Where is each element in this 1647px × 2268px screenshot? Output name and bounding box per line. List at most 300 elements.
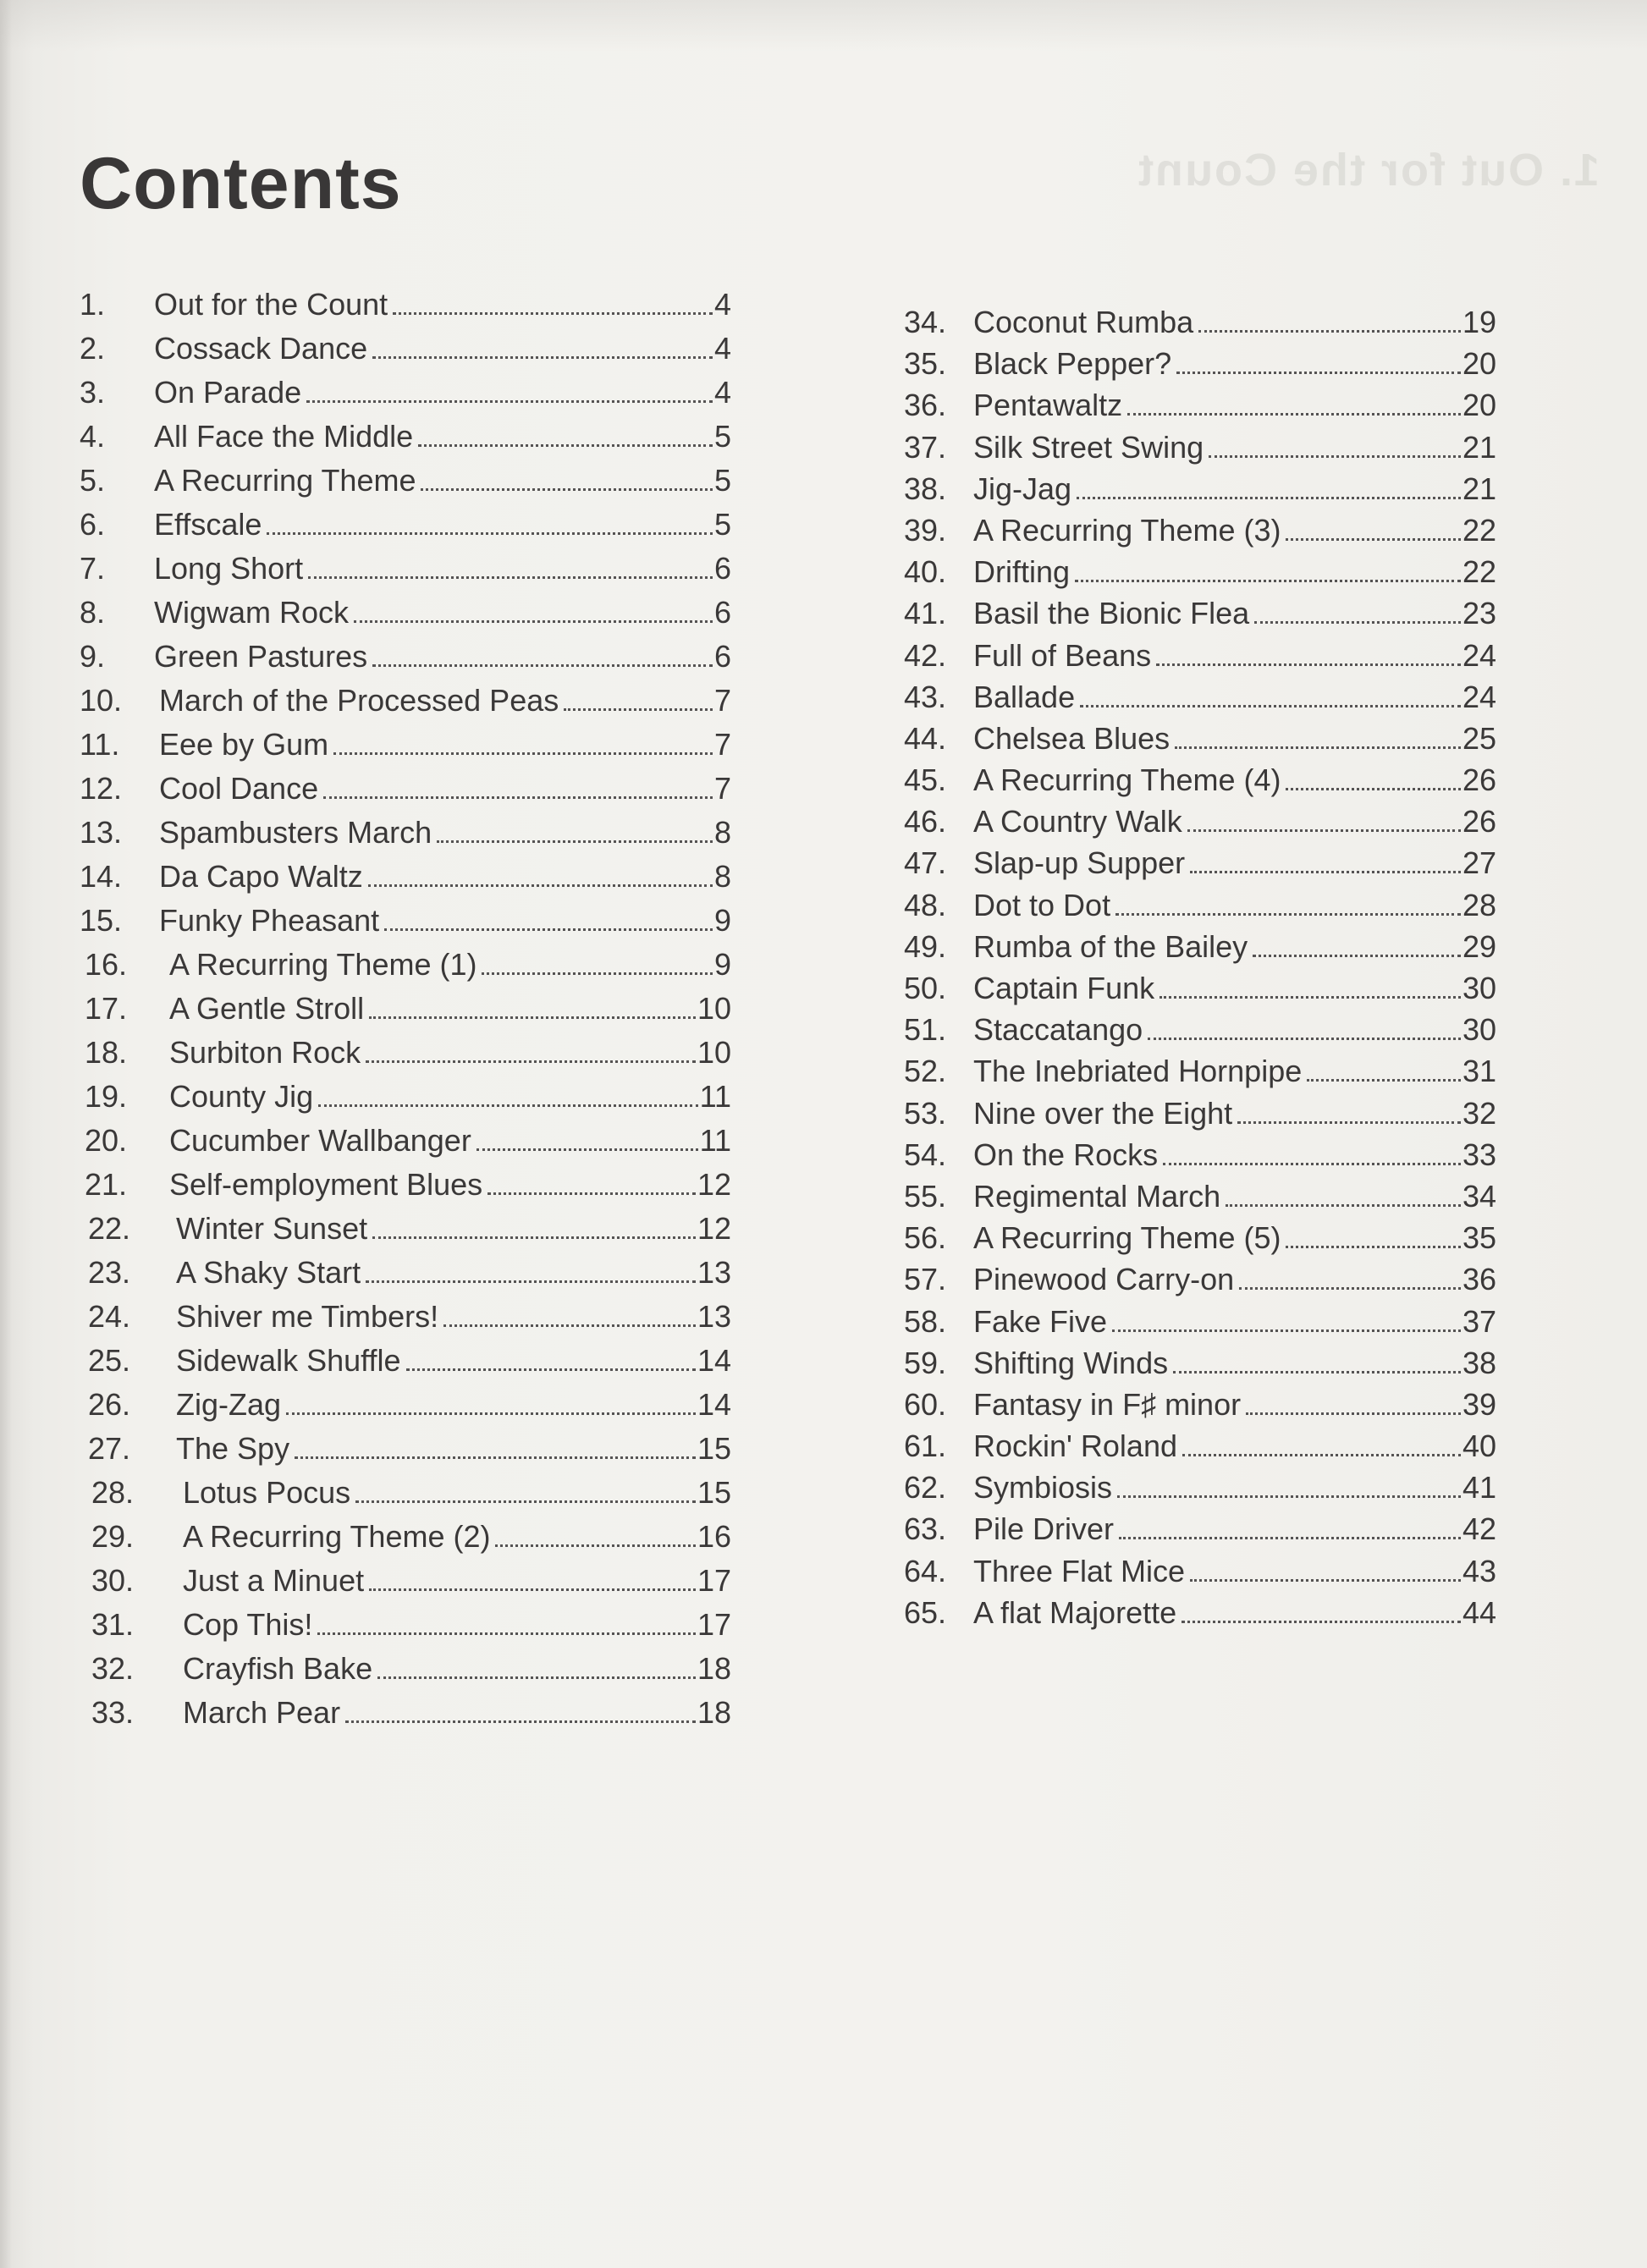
- contents-entry: [904, 427, 1496, 468]
- entry-number: 53.: [904, 1095, 947, 1131]
- dot-leader: [1119, 1537, 1461, 1539]
- entry-number: 55.: [904, 1178, 947, 1214]
- entry-number: 19.: [85, 1079, 128, 1114]
- entry-title: Effscale: [154, 507, 262, 542]
- dot-leader: [368, 884, 713, 887]
- entry-number: 51.: [904, 1012, 947, 1048]
- contents-entry: [80, 943, 731, 987]
- entry-page-number: 8: [713, 815, 731, 850]
- dot-leader: [1190, 871, 1461, 873]
- entry-number: 8.: [80, 595, 106, 630]
- entry-title: Surbiton Rock: [169, 1035, 361, 1070]
- entry-page-number: 32: [1462, 1095, 1496, 1131]
- contents-entry: [80, 371, 731, 415]
- entry-page-number: 20: [1462, 388, 1496, 423]
- entry-title: Jig-Jag: [973, 471, 1072, 506]
- contents-entry: [80, 1603, 731, 1647]
- entry-number: 61.: [904, 1429, 947, 1464]
- dot-leader: [482, 972, 712, 975]
- dot-leader: [377, 1676, 696, 1679]
- bleed-through-text: 1. Out for the Count: [1137, 145, 1600, 195]
- entry-title: Slap-up Supper: [973, 845, 1186, 881]
- entry-page-number: 24: [1462, 679, 1496, 714]
- entry-page-number: 40: [1462, 1429, 1496, 1464]
- contents-entry: [80, 855, 731, 899]
- dot-leader: [1307, 1079, 1461, 1082]
- contents-entry: [80, 1647, 731, 1691]
- entry-title: Cossack Dance: [154, 331, 368, 366]
- dot-leader: [1286, 788, 1460, 790]
- entry-page-number: 31: [1462, 1054, 1496, 1089]
- entry-page-number: 19: [1462, 305, 1496, 339]
- dot-leader: [393, 312, 713, 315]
- dot-leader: [1115, 913, 1461, 916]
- dot-leader: [421, 488, 712, 491]
- dot-leader: [306, 400, 713, 403]
- contents-entry: [904, 676, 1496, 718]
- entry-page-number: 9: [713, 903, 731, 938]
- dot-leader: [1112, 1329, 1461, 1332]
- dot-leader: [1173, 1371, 1461, 1373]
- dot-leader: [1246, 1412, 1461, 1415]
- dot-leader: [1077, 497, 1461, 499]
- entry-page-number: 4: [713, 331, 731, 366]
- entry-title: Long Short: [154, 551, 304, 586]
- entry-title: A Recurring Theme (3): [973, 512, 1281, 548]
- entry-number: 9.: [80, 639, 106, 674]
- entry-title: Regimental March: [973, 1178, 1221, 1214]
- entry-title: Rockin' Roland: [973, 1429, 1177, 1464]
- contents-entry: [904, 1508, 1496, 1550]
- entry-title: Fake Five: [973, 1303, 1108, 1339]
- entry-title: Sidewalk Shuffle: [176, 1343, 401, 1378]
- dot-leader: [355, 1500, 696, 1503]
- dot-leader: [1253, 955, 1461, 957]
- dot-leader: [369, 1016, 696, 1019]
- entry-number: 63.: [904, 1511, 947, 1547]
- entry-page-number: 36: [1462, 1262, 1496, 1297]
- contents-entry: [904, 718, 1496, 759]
- dot-leader: [286, 1412, 696, 1415]
- contents-entry: [904, 635, 1496, 676]
- entry-number: 36.: [904, 388, 947, 423]
- dot-leader: [1160, 996, 1461, 999]
- entry-page-number: 22: [1462, 554, 1496, 590]
- dot-leader: [354, 620, 713, 623]
- contents-entry: [80, 1119, 731, 1163]
- contents-entry: [904, 967, 1496, 1009]
- entry-page-number: 7: [713, 771, 731, 806]
- contents-entry: [904, 801, 1496, 842]
- entry-title: Spambusters March: [159, 815, 432, 850]
- entry-page-number: 30: [1462, 971, 1496, 1005]
- dot-leader: [476, 1148, 698, 1151]
- dot-leader: [1198, 330, 1461, 333]
- entry-title: A Recurring Theme (2): [183, 1519, 491, 1554]
- entry-title: Zig-Zag: [176, 1387, 282, 1422]
- entry-number: 7.: [80, 551, 106, 586]
- dot-leader: [366, 1060, 696, 1063]
- dot-leader: [267, 532, 713, 535]
- contents-entry: [80, 723, 731, 767]
- entry-title: Green Pastures: [154, 639, 368, 674]
- entry-page-number: 6: [713, 595, 731, 630]
- contents-entry: [904, 592, 1496, 634]
- entry-page-number: 12: [697, 1211, 731, 1246]
- entry-number: 27.: [88, 1431, 131, 1466]
- entry-number: 34.: [904, 305, 947, 339]
- entry-number: 10.: [80, 683, 123, 718]
- entry-title: The Spy: [176, 1431, 290, 1466]
- entry-page-number: 34: [1462, 1178, 1496, 1214]
- entry-title: Ballade: [973, 679, 1076, 714]
- dot-leader: [406, 1368, 696, 1371]
- dot-leader: [1209, 455, 1461, 458]
- entry-title: Captain Funk: [973, 971, 1155, 1005]
- entry-page-number: 17: [697, 1607, 731, 1642]
- entry-number: 62.: [904, 1470, 947, 1506]
- contents-entry: [904, 343, 1496, 384]
- entry-page-number: 26: [1462, 804, 1496, 839]
- entry-title: Crayfish Bake: [183, 1651, 373, 1686]
- entry-title: March Pear: [183, 1695, 341, 1730]
- entry-title: Dot to Dot: [973, 887, 1111, 922]
- dot-leader: [1187, 829, 1461, 832]
- dot-leader: [345, 1720, 696, 1723]
- contents-entry: [80, 1251, 731, 1295]
- entry-number: 5.: [80, 463, 106, 498]
- entry-page-number: 21: [1462, 471, 1496, 506]
- dot-leader: [317, 1632, 696, 1635]
- dot-leader: [418, 444, 713, 447]
- dot-leader: [1075, 580, 1461, 582]
- entry-title: Pinewood Carry-on: [973, 1262, 1235, 1297]
- contents-entry: [904, 1301, 1496, 1342]
- entry-page-number: 30: [1462, 1012, 1496, 1048]
- entry-page-number: 21: [1462, 429, 1496, 465]
- dot-leader: [1286, 538, 1460, 541]
- entry-number: 50.: [904, 971, 947, 1005]
- entry-page-number: 10: [697, 991, 731, 1026]
- contents-entry: [80, 899, 731, 943]
- contents-column-left: [80, 283, 731, 1735]
- page-edge-shadow: [0, 0, 12, 2268]
- contents-entry: [80, 1163, 731, 1207]
- entry-title: All Face the Middle: [154, 419, 414, 454]
- entry-page-number: 6: [713, 639, 731, 674]
- entry-title: Silk Street Swing: [973, 429, 1204, 465]
- entry-number: 6.: [80, 507, 106, 542]
- entry-page-number: 25: [1462, 720, 1496, 756]
- entry-title: Three Flat Mice: [973, 1553, 1186, 1588]
- contents-entry: [80, 1075, 731, 1119]
- entry-number: 48.: [904, 887, 947, 922]
- entry-number: 3.: [80, 375, 106, 410]
- entry-page-number: 10: [697, 1035, 731, 1070]
- contents-entry: [80, 1383, 731, 1427]
- dot-leader: [372, 356, 713, 359]
- contents-entry: [80, 547, 731, 591]
- contents-entry: [904, 551, 1496, 592]
- entry-number: 22.: [88, 1211, 131, 1246]
- dot-leader: [1254, 621, 1461, 624]
- page-title: Contents: [80, 143, 402, 224]
- entry-title: March of the Processed Peas: [159, 683, 559, 718]
- entry-number: 57.: [904, 1262, 947, 1297]
- entry-title: Winter Sunset: [176, 1211, 368, 1246]
- entry-number: 44.: [904, 720, 947, 756]
- dot-leader: [487, 1192, 696, 1195]
- entry-number: 39.: [904, 512, 947, 548]
- entry-title: Coconut Rumba: [973, 305, 1194, 339]
- contents-entry: [904, 884, 1496, 926]
- entry-title: Funky Pheasant: [159, 903, 380, 938]
- entry-title: Lotus Pocus: [183, 1475, 351, 1510]
- entry-number: 43.: [904, 679, 947, 714]
- entry-number: 2.: [80, 331, 106, 366]
- entry-number: 41.: [904, 596, 947, 631]
- entry-title: Da Capo Waltz: [159, 859, 363, 894]
- contents-entry: [904, 1217, 1496, 1258]
- contents-entry: [904, 1258, 1496, 1300]
- entry-title: Out for the Count: [154, 287, 388, 322]
- entry-page-number: 18: [697, 1695, 731, 1730]
- contents-entry: [80, 1295, 731, 1339]
- entry-title: Cool Dance: [159, 771, 319, 806]
- dot-leader: [1148, 1038, 1461, 1040]
- contents-entry: [80, 1515, 731, 1559]
- dot-leader: [1156, 663, 1461, 666]
- contents-entry: [904, 1425, 1496, 1467]
- entry-page-number: 9: [713, 947, 731, 982]
- entry-number: 13.: [80, 815, 123, 850]
- entry-page-number: 37: [1462, 1303, 1496, 1339]
- entry-page-number: 16: [697, 1519, 731, 1554]
- entry-page-number: 5: [713, 507, 731, 542]
- contents-entry: [80, 679, 731, 723]
- entry-title: A Recurring Theme: [154, 463, 416, 498]
- contents-entry: [80, 327, 731, 371]
- contents-entry: [904, 1592, 1496, 1633]
- contents-entry: [80, 767, 731, 811]
- entry-page-number: 24: [1462, 637, 1496, 673]
- entry-page-number: 15: [697, 1475, 731, 1510]
- entry-title: Basil the Bionic Flea: [973, 596, 1250, 631]
- entry-number: 46.: [904, 804, 947, 839]
- entry-number: 33.: [91, 1695, 135, 1730]
- dot-leader: [1080, 705, 1461, 707]
- contents-entry: [904, 1050, 1496, 1092]
- contents-entry: [904, 468, 1496, 509]
- entry-title: Shiver me Timbers!: [176, 1299, 439, 1334]
- entry-title: On the Rocks: [973, 1137, 1159, 1172]
- entry-page-number: 7: [713, 727, 731, 762]
- entry-title: Just a Minuet: [183, 1563, 365, 1598]
- entry-title: A Gentle Stroll: [169, 991, 365, 1026]
- entry-number: 26.: [88, 1387, 131, 1422]
- dot-leader: [1127, 413, 1461, 416]
- contents-entry: [904, 1175, 1496, 1217]
- entry-page-number: 43: [1462, 1553, 1496, 1588]
- entry-page-number: 22: [1462, 512, 1496, 548]
- contents-entry: [80, 1559, 731, 1603]
- contents-entry: [80, 283, 731, 327]
- entry-title: Staccatango: [973, 1012, 1143, 1048]
- entry-page-number: 8: [713, 859, 731, 894]
- entry-page-number: 29: [1462, 928, 1496, 964]
- entry-page-number: 13: [697, 1255, 731, 1290]
- entry-number: 12.: [80, 771, 123, 806]
- contents-entry: [904, 1342, 1496, 1384]
- contents-entry: [904, 759, 1496, 801]
- entry-number: 11.: [80, 727, 120, 762]
- dot-leader: [443, 1324, 696, 1327]
- entry-page-number: 27: [1462, 845, 1496, 881]
- entry-title: A Recurring Theme (4): [973, 762, 1281, 798]
- entry-page-number: 18: [697, 1651, 731, 1686]
- entry-number: 40.: [904, 554, 947, 590]
- contents-entry: [80, 591, 731, 635]
- contents-entry: [904, 1009, 1496, 1050]
- contents-entry: [904, 301, 1496, 343]
- entry-number: 37.: [904, 429, 947, 465]
- entry-title: A Recurring Theme (5): [973, 1220, 1281, 1256]
- dot-leader: [323, 796, 713, 799]
- contents-entry: [80, 415, 731, 459]
- entry-number: 21.: [85, 1167, 128, 1202]
- entry-page-number: 12: [697, 1167, 731, 1202]
- entry-number: 45.: [904, 762, 947, 798]
- entry-number: 24.: [88, 1299, 131, 1334]
- contents-entry: [904, 384, 1496, 426]
- contents-entry: [80, 811, 731, 855]
- entry-title: Rumba of the Bailey: [973, 928, 1248, 964]
- entry-page-number: 38: [1462, 1345, 1496, 1380]
- entry-number: 18.: [85, 1035, 128, 1070]
- dot-leader: [366, 1280, 696, 1283]
- entry-title: A Shaky Start: [176, 1255, 361, 1290]
- entry-title: Cucumber Wallbanger: [169, 1123, 471, 1158]
- contents-entry: [80, 1339, 731, 1383]
- entry-title: Wigwam Rock: [154, 595, 350, 630]
- entry-number: 35.: [904, 346, 947, 382]
- entry-page-number: 23: [1462, 596, 1496, 631]
- entry-page-number: 20: [1462, 346, 1496, 382]
- entry-page-number: 13: [697, 1299, 731, 1334]
- entry-page-number: 14: [697, 1343, 731, 1378]
- entry-title: A Recurring Theme (1): [169, 947, 477, 982]
- dot-leader: [369, 1588, 696, 1591]
- dot-leader: [1239, 1287, 1461, 1290]
- entry-number: 4.: [80, 419, 106, 454]
- dot-leader: [372, 1236, 696, 1239]
- entry-number: 64.: [904, 1553, 947, 1588]
- entry-title: Shifting Winds: [973, 1345, 1169, 1380]
- entry-page-number: 4: [713, 287, 731, 322]
- contents-entry: [80, 635, 731, 679]
- entry-number: 14.: [80, 859, 123, 894]
- dot-leader: [1175, 746, 1461, 749]
- entry-number: 15.: [80, 903, 123, 938]
- entry-number: 32.: [91, 1651, 135, 1686]
- entry-page-number: 33: [1462, 1137, 1496, 1172]
- entry-page-number: 5: [713, 463, 731, 498]
- contents-entry: [904, 1467, 1496, 1508]
- entry-title: Pile Driver: [973, 1511, 1115, 1547]
- entry-page-number: 6: [713, 551, 731, 586]
- entry-page-number: 26: [1462, 762, 1496, 798]
- dot-leader: [1226, 1204, 1461, 1207]
- entry-number: 1.: [80, 287, 106, 322]
- contents-entry: [904, 509, 1496, 551]
- entry-title: Eee by Gum: [159, 727, 329, 762]
- entry-page-number: 39: [1462, 1386, 1496, 1422]
- entry-page-number: 41: [1462, 1470, 1496, 1506]
- entry-number: 59.: [904, 1345, 947, 1380]
- dot-leader: [564, 708, 713, 711]
- dot-leader: [1182, 1621, 1461, 1623]
- entry-title: Fantasy in F♯ minor: [973, 1386, 1242, 1422]
- page-top-shadow: [0, 0, 1647, 51]
- contents-entry: [904, 926, 1496, 967]
- entry-number: 25.: [88, 1343, 131, 1378]
- entry-title: Drifting: [973, 554, 1071, 590]
- entry-number: 20.: [85, 1123, 128, 1158]
- dot-leader: [384, 928, 713, 931]
- contents-entry: [904, 842, 1496, 884]
- entry-title: A Country Walk: [973, 804, 1182, 839]
- contents-entry: [80, 459, 731, 503]
- entry-page-number: 11: [699, 1123, 731, 1158]
- entry-number: 31.: [91, 1607, 135, 1642]
- entry-title: The Inebriated Hornpipe: [973, 1054, 1303, 1089]
- contents-entry: [80, 1207, 731, 1251]
- entry-number: 52.: [904, 1054, 947, 1089]
- entry-page-number: 44: [1462, 1594, 1496, 1630]
- contents-entry: [80, 1691, 731, 1735]
- dot-leader: [333, 752, 713, 755]
- entry-number: 56.: [904, 1220, 947, 1256]
- entry-title: Self-employment Blues: [169, 1167, 483, 1202]
- entry-page-number: 14: [697, 1387, 731, 1422]
- entry-page-number: 17: [697, 1563, 731, 1598]
- dot-leader: [495, 1544, 695, 1547]
- entry-title: Black Pepper?: [973, 346, 1172, 382]
- entry-page-number: 5: [713, 419, 731, 454]
- dot-leader: [1237, 1121, 1461, 1124]
- entry-page-number: 7: [713, 683, 731, 718]
- entry-title: Pentawaltz: [973, 388, 1123, 423]
- entry-title: Cop This!: [183, 1607, 313, 1642]
- entry-title: Chelsea Blues: [973, 720, 1171, 756]
- entry-number: 58.: [904, 1303, 947, 1339]
- entry-title: A flat Majorette: [973, 1594, 1177, 1630]
- contents-entry: [904, 1093, 1496, 1134]
- entry-number: 42.: [904, 637, 947, 673]
- dot-leader: [318, 1104, 698, 1107]
- entry-page-number: 15: [697, 1431, 731, 1466]
- entry-number: 54.: [904, 1137, 947, 1172]
- entry-title: Symbiosis: [973, 1470, 1113, 1506]
- entry-page-number: 35: [1462, 1220, 1496, 1256]
- entry-number: 60.: [904, 1386, 947, 1422]
- contents-entry: [904, 1384, 1496, 1425]
- entry-number: 38.: [904, 471, 947, 506]
- dot-leader: [372, 664, 713, 667]
- dot-leader: [1117, 1495, 1461, 1498]
- dot-leader: [1182, 1454, 1461, 1456]
- entry-title: Nine over the Eight: [973, 1095, 1233, 1131]
